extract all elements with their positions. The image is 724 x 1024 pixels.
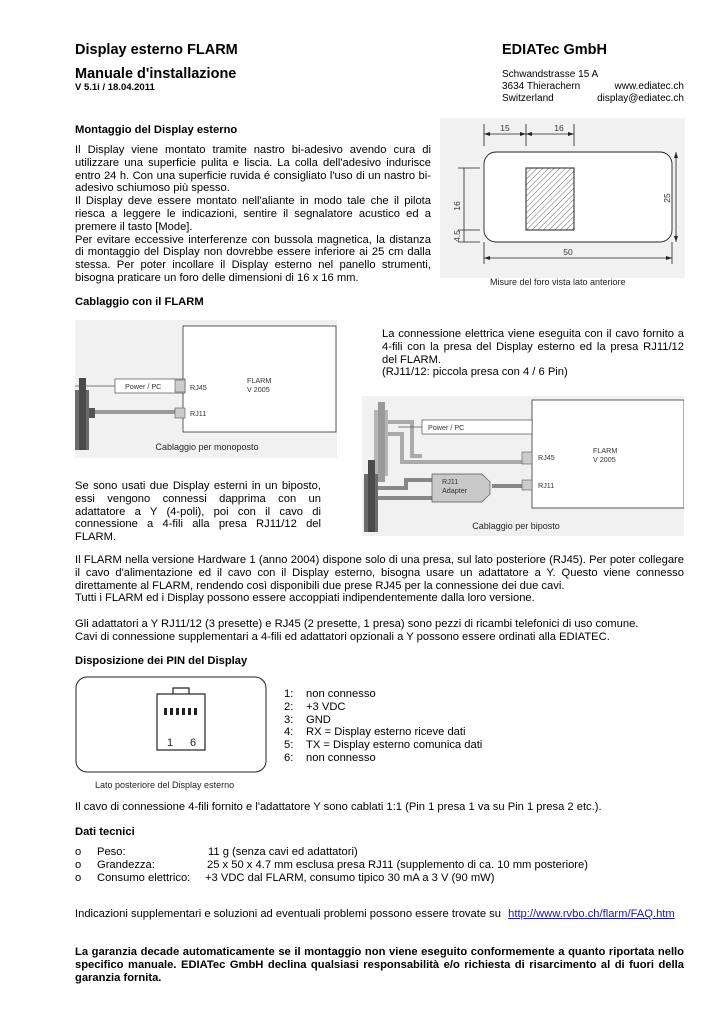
bullet: o bbox=[75, 846, 82, 858]
document-version: V 5.1i / 18.04.2011 bbox=[75, 82, 155, 93]
display-back-diagram bbox=[75, 676, 267, 773]
company-country: Switzerland bbox=[502, 93, 554, 104]
pin-description: RX = Display esterno riceve dati bbox=[306, 726, 466, 739]
mono-caption: Cablaggio per monoposto bbox=[155, 442, 259, 452]
section-heading-dati: Dati tecnici bbox=[75, 826, 135, 838]
spec-label: Grandezza: bbox=[97, 858, 155, 871]
document-title: Display esterno FLARM bbox=[75, 42, 238, 58]
company-address: Schwandstrasse 15 A bbox=[502, 69, 599, 80]
faq-text: Indicazioni supplementari e soluzioni ad eventuali problemi possono essere trovate su bbox=[75, 908, 501, 920]
cablaggio-left-text bbox=[75, 480, 321, 544]
pin-item bbox=[284, 752, 482, 765]
dim-label-16-left: 16 bbox=[452, 201, 462, 211]
mono-flarm-version: V 2005 bbox=[247, 385, 270, 394]
wiring-diagram-two-seat bbox=[362, 396, 684, 536]
pin-number: 6: bbox=[284, 751, 294, 764]
spec-label: Consumo elettrico: bbox=[97, 871, 191, 884]
spec-value: +3 VDC dal FLARM, consumo tipico 30 mA a 3 V (90 mW) bbox=[205, 871, 495, 884]
spare-parts-paragraph-2: Cavi di connessione supplementari a 4-fili ed adattatori opzionali a Y possono essere ordinati alla EDIATEC. bbox=[75, 630, 610, 643]
cablaggio-right-text bbox=[382, 328, 684, 379]
biposto-description: Se sono usati due Display esterni in un biposto, essi vengono connessi dapprima con un adattatore a Y (4-poli), poi con il cavo di connessione a 4-fili alla presa RJ11/12 del FLARM. bbox=[75, 480, 321, 544]
spec-value: 11 g (senza cavi ed adattatori) bbox=[208, 846, 358, 858]
spec-label: Peso: bbox=[97, 846, 126, 858]
bi-power-label: Power / PC bbox=[428, 423, 465, 432]
pin-number: 5: bbox=[284, 739, 294, 752]
dim-label-16-top: 16 bbox=[554, 123, 564, 133]
section-heading-cablaggio: Cablaggio con il FLARM bbox=[75, 296, 204, 308]
dim-label-4-5: 4.5 bbox=[452, 230, 462, 242]
bi-flarm-label: FLARM bbox=[593, 446, 618, 455]
bi-flarm-version: V 2005 bbox=[593, 455, 616, 464]
mono-rj45-label: RJ45 bbox=[190, 383, 207, 392]
faq-link[interactable]: http://www.rvbo.ch/flarm/FAQ.htm bbox=[508, 908, 675, 920]
section-heading-montaggio: Montaggio del Display esterno bbox=[75, 124, 238, 136]
cutout-dimension-diagram bbox=[440, 118, 685, 278]
connection-description: La connessione elettrica viene eseguita con il cavo fornito a 4-fili con la presa del Display esterno ed la presa RJ11/12 del FLARM. bbox=[382, 328, 684, 366]
pin-item bbox=[284, 714, 482, 727]
pin-list bbox=[284, 688, 482, 765]
spec-item bbox=[75, 872, 588, 885]
pin-description: non connesso bbox=[306, 688, 376, 700]
pin-item bbox=[284, 701, 482, 714]
company-name: EDIATec GmbH bbox=[502, 42, 608, 58]
cutout-figure-caption: Misure del foro vista lato anteriore bbox=[490, 277, 626, 287]
pin-description: TX = Display esterno comunica dati bbox=[306, 739, 483, 752]
wiring-note: Il cavo di connessione 4-fili fornito e l'adattatore Y sono cablati 1:1 (Pin 1 presa 1 va su Pin 1 presa 2 etc.). bbox=[75, 801, 602, 813]
hardware-paragraph-2: Tutti i FLARM ed i Display possono essere accoppiati indipendentemente dalla loro versione. bbox=[75, 592, 535, 605]
warranty-notice: La garanzia decade automaticamente se il montaggio non viene eseguito conformemente a quanto riportata nello specifico manuale. EDIATec GmbH declina qualsiasi responsabilità e/o richiesta di risarcimento al di fuori della garanzia fornita. bbox=[75, 946, 684, 984]
spec-item bbox=[75, 846, 588, 859]
montaggio-paragraph-3: Per evitare eccessive interferenze con bussola magnetica, la distanza di montaggio del Display non dovrebbe essere inferiore ai 25 cm dalla stessa. Per poter incollare il Display esterno nel panello strumenti, bisogna praticare un foro delle dimensioni di 16 x 16 mm. bbox=[75, 233, 431, 284]
montaggio-text bbox=[75, 144, 431, 285]
pin-item bbox=[284, 688, 482, 701]
adapter-label: Adapter bbox=[442, 486, 468, 495]
display-back-caption: Lato posteriore del Display esterno bbox=[95, 780, 235, 790]
hardware-notes bbox=[75, 554, 684, 644]
pin-label-1: 1 bbox=[167, 737, 174, 749]
dim-label-50: 50 bbox=[563, 247, 573, 257]
company-city: 3634 Thierachern bbox=[502, 81, 581, 92]
spec-item bbox=[75, 859, 588, 872]
bi-rj45-label: RJ45 bbox=[538, 453, 555, 462]
pin-item bbox=[284, 726, 482, 739]
rj-note: (RJ11/12: piccola presa con 4 / 6 Pin) bbox=[382, 366, 568, 379]
montaggio-paragraph-1: Il Display viene montato tramite nastro bi-adesivo avendo cura di utilizzare una superficie pulita e liscia. La colla dell'adesivo indurisce entro 24 h. Con una superficie ruvida é consigliato l'uso di un nastro bi-adesivo schiumoso più spesso. bbox=[75, 144, 431, 195]
pin-item bbox=[284, 739, 482, 752]
adapter-label-rj11: RJ11 bbox=[442, 477, 459, 486]
hardware-paragraph-1: Il FLARM nella versione Hardware 1 (anno 2004) dispone solo di una presa, sul lato posteriore (RJ45). Per poter collegare il cavo d'alimentazione ed il cavo con il Display esterno, bisogna usare un adattatore a Y. Questo viene connesso direttamente al FLARM, rendendo così disponibili due prese RJ45 per la connessione dei due cavi. bbox=[75, 554, 684, 592]
bi-rj11-label: RJ11 bbox=[538, 481, 555, 490]
wiring-diagram-single-seat bbox=[75, 320, 337, 458]
dim-label-15: 15 bbox=[500, 123, 510, 133]
bullet: o bbox=[75, 871, 82, 884]
company-email: display@ediatec.ch bbox=[597, 93, 684, 104]
dim-label-25: 25 bbox=[662, 193, 672, 203]
mono-rj11-label: RJ11 bbox=[190, 409, 207, 418]
pin-number: 3: bbox=[284, 713, 294, 726]
document-subtitle: Manuale d'installazione bbox=[75, 66, 237, 82]
bullet: o bbox=[75, 858, 82, 871]
pin-number: 1: bbox=[284, 688, 294, 700]
pin-number: 2: bbox=[284, 700, 294, 713]
company-web: www.ediatec.ch bbox=[614, 81, 684, 92]
spec-value: 25 x 50 x 4.7 mm esclusa presa RJ11 (supplemento di ca. 10 mm posteriore) bbox=[207, 858, 588, 871]
montaggio-paragraph-2: Il Display deve essere montato nell'aliante in modo tale che il pilota riesca a leggere le indicazioni, sentire il segnalatore acustico ed a premere il tasto [Mode]. bbox=[75, 195, 431, 233]
mono-power-label: Power / PC bbox=[125, 382, 162, 391]
pin-description: GND bbox=[306, 713, 331, 726]
pin-label-6: 6 bbox=[190, 737, 197, 749]
mono-flarm-label: FLARM bbox=[247, 376, 272, 385]
tech-specs-list bbox=[75, 846, 588, 884]
spare-parts-paragraph-1: Gli adattatori a Y RJ11/12 (3 presette) e RJ45 (2 presette, 1 presa) sono pezzi di ricambi telefonici di uso comune. bbox=[75, 618, 639, 631]
pin-description: +3 VDC bbox=[306, 700, 346, 713]
bi-caption: Cablaggio per biposto bbox=[472, 521, 560, 531]
pin-description: non connesso bbox=[306, 751, 376, 764]
faq-line bbox=[75, 908, 675, 920]
section-heading-pin: Disposizione dei PIN del Display bbox=[75, 655, 248, 667]
pin-number: 4: bbox=[284, 726, 294, 739]
